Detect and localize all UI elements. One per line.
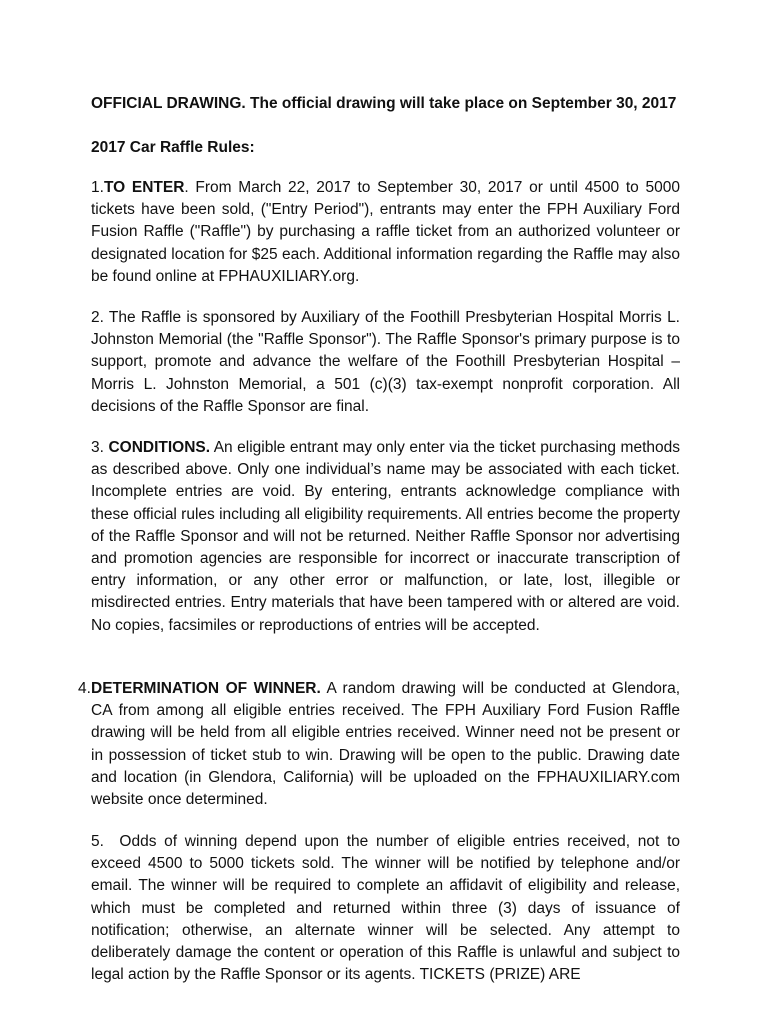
section-body: An eligible entrant may only enter via the ticket purchasing methods as described above. Only one individual’s name may be associated with each ticket. Incomplete entries are void. By entering, entrants acknowledge compliance with these official rules including all eligibility requirements. All entries become the property of the Raffle Sponsor and will not be returned. Neither Raffle Sponsor nor advertising and promotion agencies are responsible for incorrect or inaccurate transcription of entry information, or any other error or malfunction, or late, lost, illegible or misdirected entries. Entry materials that have been tampered with or altered are void. No copies, facsimiles or reproductions of entries will be accepted. [91,439,681,634]
section-number: 3. [91,439,104,456]
rules-heading: 2017 Car Raffle Rules: [91,139,255,156]
official-drawing-heading: OFFICIAL DRAWING. The official drawing will take place on September 30, 2017 [91,95,677,112]
rule-section-5 [91,831,680,986]
section-number: 5. [91,833,104,850]
section-number: 4. [78,680,91,697]
rule-section-1 [91,177,680,288]
section-body: A random drawing will be conducted at Glendora, CA from among all eligible entries received. The FPH Auxiliary Ford Fusion Raffle drawing will be held from all eligible entries received. Winner need not be present or in possession of ticket stub to win. Drawing will be open to the public. Drawing date and location (in Glendora, California) will be uploaded on the FPHAUXILIARY.com website once determined. [91,680,680,809]
section-body: . From March 22, 2017 to September 30, 2017 or until 4500 to 5000 tickets have been sold, ("Entry Period"), entrants may enter the FPH Auxiliary Ford Fusion Raffle ("Raffle") by purchasing a raffle ticket from an authorized volunteer or designated location for $25 each. Additional information regarding the Raffle may also be found online at FPHAUXILIARY.org. [91,179,680,285]
section-number: 2. [91,309,104,326]
section-title: TO ENTER [103,179,185,196]
section-title: DETERMINATION OF WINNER. [91,680,321,697]
section-number: 1. [91,179,104,196]
rule-section-3 [91,437,680,637]
section-title: CONDITIONS. [108,439,211,456]
rule-section-2 [91,307,680,418]
section-body: The Raffle is sponsored by Auxiliary of the Foothill Presbyterian Hospital Morris L. Johnston Memorial (the "Raffle Sponsor"). The Raffle Sponsor's primary purpose is to support, promote and advance the welfare of the Foothill Presbyterian Hospital – Morris L. Johnston Memorial, a 501 (c)(3) tax-exempt nonprofit corporation. All decisions of the Raffle Sponsor are final. [91,309,680,415]
section-body: Odds of winning depend upon the number of eligible entries received, not to exceed 4500 to 5000 tickets sold. The winner will be notified by telephone and/or email. The winner will be required to complete an affidavit of eligibility and release, which must be completed and returned within three (3) days of issuance of notification; otherwise, an alternate winner will be selected. Any attempt to deliberately damage the content or operation of this Raffle is unlawful and subject to legal action by the Raffle Sponsor or its agents. TICKETS (PRIZE) ARE [91,833,680,984]
rule-section-4 [78,678,680,811]
